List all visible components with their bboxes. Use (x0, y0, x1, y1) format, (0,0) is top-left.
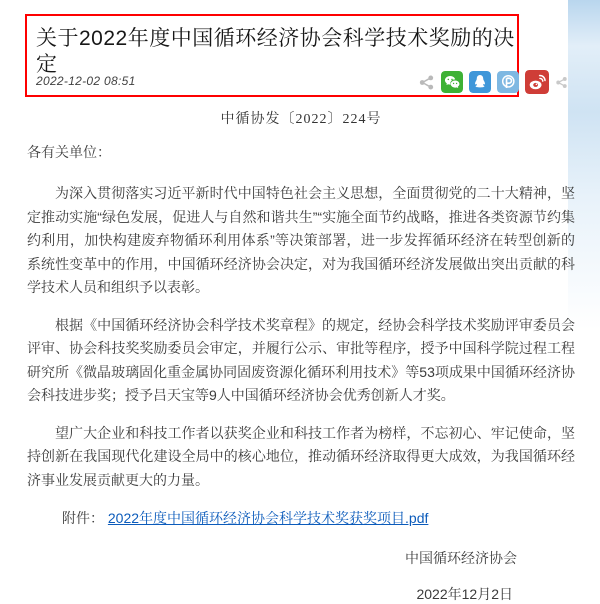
share-icon[interactable] (418, 74, 435, 91)
attachment-link[interactable]: 2022年度中国循环经济协会科学技术奖获奖项目.pdf (107, 510, 429, 526)
paragraph-2: 根据《中国循环经济协会科学技术奖章程》的规定，经协会科学技术奖励评审委员会评审、协会科技奖奖励委员会审定，并履行公示、审批等程序，授予中国科学院过程工程研究所《微晶玻璃固化重金属协同固废资源化循环利用技术》等53项成果中国循环经济协会科技进步奖；授予吕天宝等9人中国循环经济协会优秀创新人才奖。 (27, 316, 575, 403)
salutation: 各有关单位： (27, 144, 111, 160)
more-share-icon[interactable] (555, 76, 568, 89)
share-bar (418, 70, 568, 94)
attachment-label: 附件： (62, 510, 104, 526)
publish-datetime: 2022-12-02 08:51 (36, 74, 136, 88)
weibo-share-icon[interactable] (525, 70, 549, 94)
pengyou-share-icon[interactable] (497, 71, 519, 93)
paragraph-1: 为深入贯彻落实习近平新时代中国特色社会主义思想，全面贯彻党的二十大精神，坚定推动实施“绿色发展，促进人与自然和谐共生”“实施全面节约战略，推进各类资源节约集约利用，加快构建废弃物循环利用体系”等决策部署，进一步发挥循环经济在转型创新的系统性变革中的作用，中国循环经济协会决定，对为我国循环经济发展做出突出贡献的科学技术人员和组织予以表彰。 (27, 185, 575, 295)
signature-date: 2022年12月2日 (416, 586, 513, 602)
signature-organization: 中国循环经济协会 (405, 550, 517, 566)
document-number: 中循协发〔2022〕224号 (220, 112, 382, 127)
attachment-row (27, 508, 575, 528)
article-title: 关于2022年度中国循环经济协会科学技术奖励的决定 (36, 27, 515, 77)
qq-share-icon[interactable] (469, 71, 491, 93)
paragraph-3: 望广大企业和科技工作者以获奖企业和科技工作者为榜样，不忘初心、牢记使命，坚持创新在我国现代化建设全局中的核心地位，推动循环经济取得更大成效，为我国循环经济事业发展贡献更大的力量。 (27, 424, 575, 488)
wechat-share-icon[interactable] (441, 71, 463, 93)
